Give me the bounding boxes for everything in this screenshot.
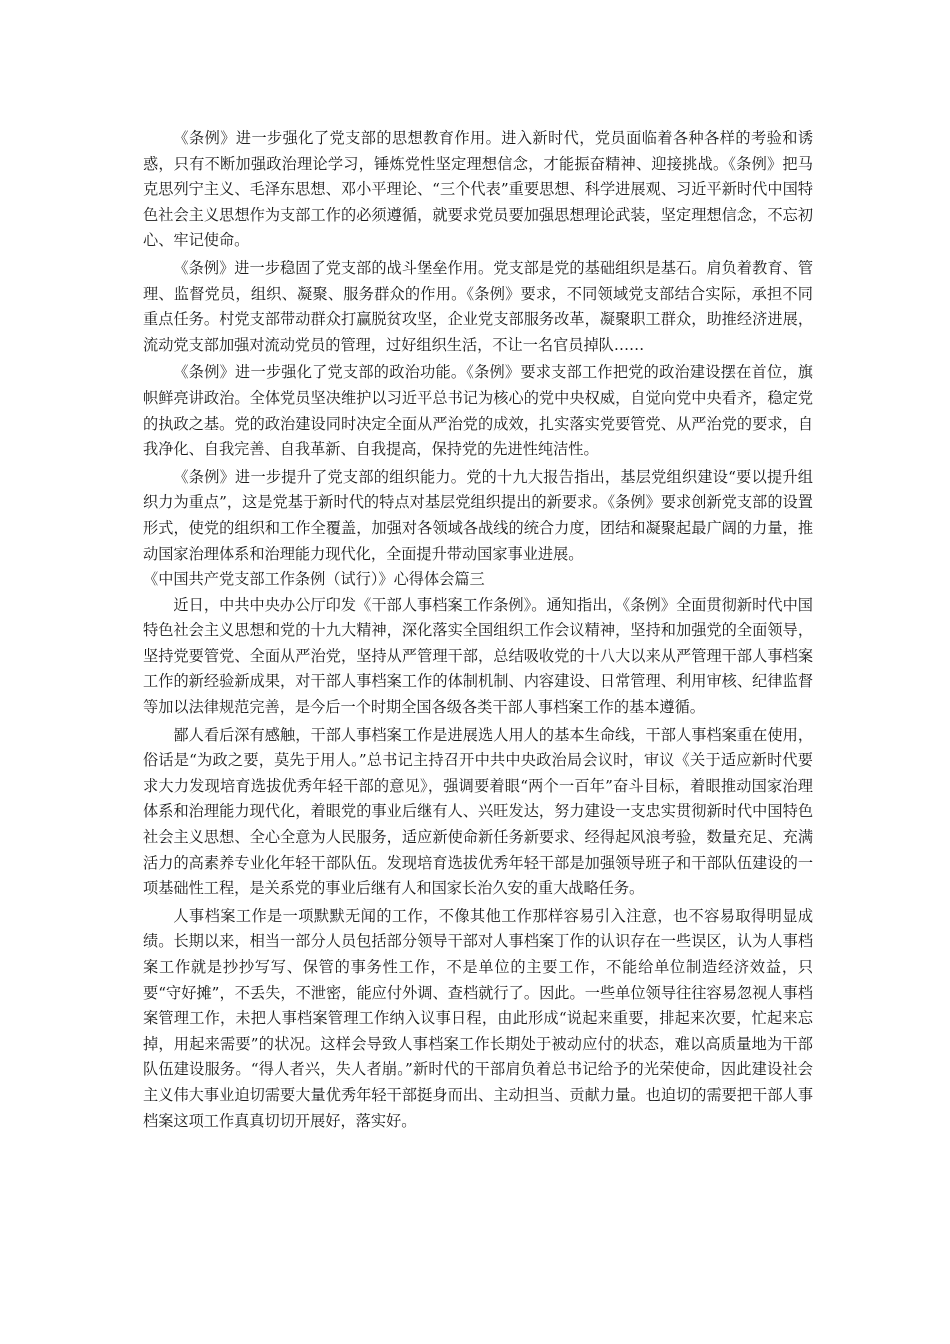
- section-heading: 《中国共产党支部工作条例（试行）》心得体会篇三: [143, 570, 485, 589]
- paragraph: 人事档案工作是一项默默无闻的工作，不像其他工作那样容易引入注意，也不容易取得明显成绩。长期以来，相当一部分人员包括部分领导干部对人事档案丁作的认识存在一些误区，认为人事档案工作就是抄抄写写、保管的事务性工作，不是单位的主要工作，不能给单位制造经济效益，只要“守好摊”，不丢失，不泄密，能应付外调、查档就行了。因此。一些单位领导往往容易忽视人事档案管理工作，未把人事档案管理工作纳入议事日程，由此形成“说起来重要，排起来次要，忙起来忘掉，用起来需要”的状况。这样会导致人事档案工作长期处于被动应付的状态，难以高质量地为干部队伍建设服务。“得人者兴，失人者崩。”新时代的干部肩负着总书记给予的光荣使命，因此建设社会主义伟大事业迫切需要大量优秀年轻干部挺身而出、主动担当、贡献力量。也迫切的需要把干部人事档案这项工作真真切切开展好，落实好。: [143, 906, 813, 1130]
- document-body: [143, 126, 813, 1134]
- paragraph: 近日，中共中央办公厅印发《干部人事档案工作条例》。通知指出，《条例》全面贯彻新时代中国特色社会主义思想和党的十九大精神，深化落实全国组织工作会议精神，坚持和加强党的全面领导，坚持党要管党、全面从严治党，坚持从严管理干部，总结吸收党的十八大以来从严管理干部人事档案工作的新经验新成果，对干部人事档案工作的体制机制、内容建设、日常管理、利用审核、纪律监督等加以法律规范完善，是今后一个时期全国各级各类干部人事档案工作的基本遵循。: [143, 595, 813, 717]
- paragraph: 《条例》进一步强化了党支部的政治功能。《条例》要求支部工作把党的政治建设摆在首位，旗帜鲜亮讲政治。全体党员坚决维护以习近平总书记为核心的党中央权威，自觉向党中央看齐，稳定党的执政之基。党的政治建设同时决定全面从严治党的成效，扎实落实党要管党、从严治党的要求，自我净化、自我完善、自我革新、自我提高，保持党的先进性纯洁性。: [143, 363, 813, 459]
- paragraph: 鄙人看后深有感触，干部人事档案工作是进展选人用人的基本生命线，干部人事档案重在使用，俗话是“为政之要，莫先于用人。”总书记主持召开中共中央政治局会议时，审议《关于适应新时代要求大力发现培育选拔优秀年轻干部的意见》，强调要着眼“两个一百年”奋斗目标，着眼推动国家治理体系和治理能力现代化，着眼党的事业后继有人、兴旺发达，努力建设一支忠实贯彻新时代中国特色社会主义思想、全心全意为人民服务，适应新使命新任务新要求、经得起风浪考验，数量充足、充满活力的高素养专业化年轻干部队伍。发现培育选拔优秀年轻干部是加强领导班子和干部队伍建设的一项基础性工程，是关系党的事业后继有人和国家长治久安的重大战略任务。: [143, 725, 813, 898]
- paragraph: 《条例》进一步提升了党支部的组织能力。党的十九大报告指出，基层党组织建设“要以提升组织力为重点”，这是党基于新时代的特点对基层党组织提出的新要求。《条例》要求创新党支部的设置形式，使党的组织和工作全覆盖，加强对各领域各战线的统合力度，团结和凝聚起最广阔的力量，推动国家治理体系和治理能力现代化，全面提升带动国家事业进展。: [143, 467, 813, 563]
- paragraph: 《条例》进一步强化了党支部的思想教育作用。进入新时代，党员面临着各种各样的考验和诱惑，只有不断加强政治理论学习，锤炼党性坚定理想信念，才能振奋精神、迎接挑战。《条例》把马克思列宁主义、毛泽东思想、邓小平理论、“三个代表”重要思想、科学进展观、习近平新时代中国特色社会主义思想作为支部工作的必须遵循，就要求党员要加强思想理论武装，坚定理想信念，不忘初心、牢记使命。: [143, 129, 813, 250]
- paragraph: 《条例》进一步稳固了党支部的战斗堡垒作用。党支部是党的基础组织是基石。肩负着教育、管理、监督党员，组织、凝聚、服务群众的作用。《条例》要求，不同领域党支部结合实际，承担不同重点任务。村党支部带动群众打赢脱贫攻坚，企业党支部服务改革，凝聚职工群众，助推经济进展，流动党支部加强对流动党员的管理，过好组织生活，不让一名官员掉队……: [143, 258, 813, 354]
